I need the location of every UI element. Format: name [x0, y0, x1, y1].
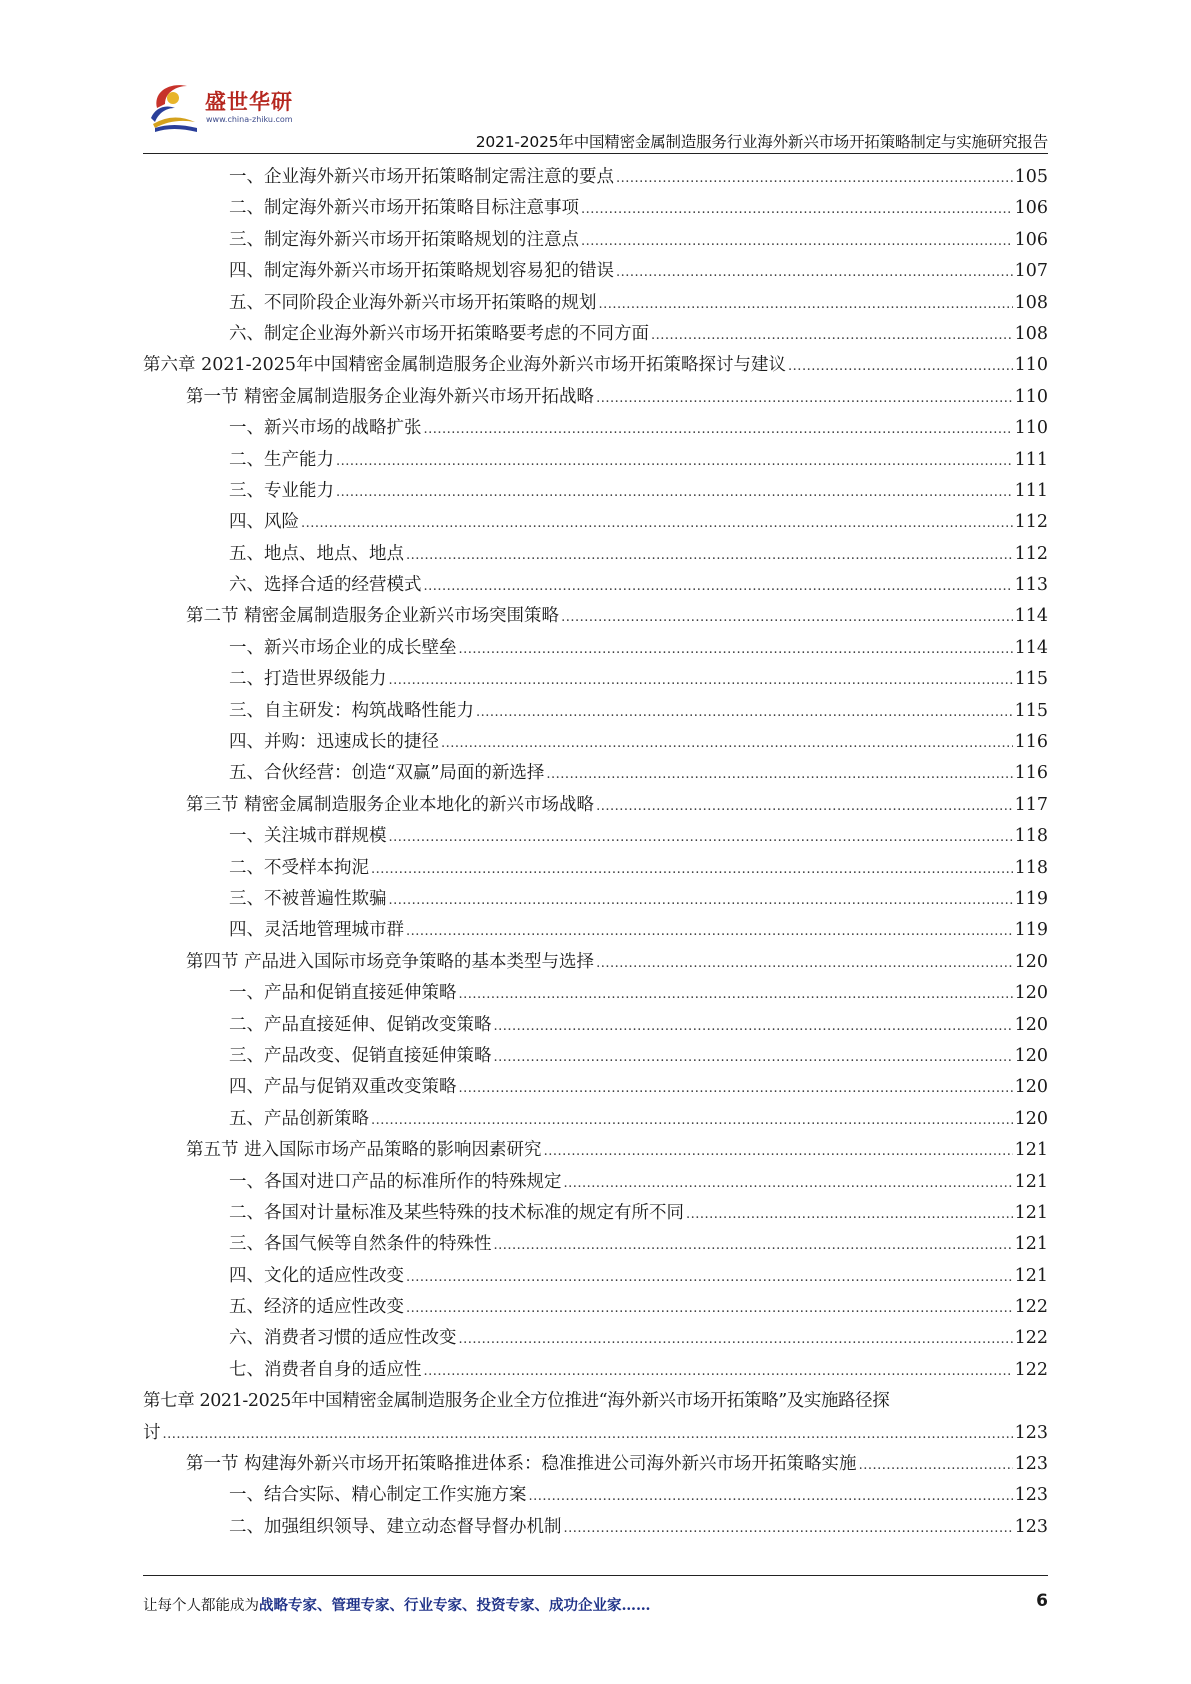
toc-entry-page: 111 [1014, 449, 1048, 470]
toc-entry[interactable] [143, 696, 1048, 727]
footer-slogan [143, 1594, 651, 1615]
toc-entry-page: 116 [1014, 732, 1048, 753]
toc-entry[interactable] [143, 1229, 1048, 1260]
toc-entry[interactable] [143, 915, 1048, 946]
toc-entry[interactable] [143, 445, 1048, 476]
toc-entry-title: 二、不受样本拘泥 [229, 857, 369, 878]
toc-entry[interactable] [143, 193, 1048, 224]
toc-leader-dots [494, 1011, 1013, 1042]
toc-entry-page: 116 [1014, 763, 1048, 784]
footer-divider [143, 1575, 1048, 1576]
toc-leader-dots [494, 1042, 1013, 1073]
toc-entry[interactable] [143, 1512, 1048, 1543]
toc-entry-page: 120 [1014, 1045, 1048, 1066]
header-divider [143, 153, 1048, 154]
toc-entry[interactable] [143, 162, 1048, 193]
toc-entry-page: 117 [1014, 794, 1048, 815]
toc-entry[interactable] [143, 947, 1048, 978]
footer-slogan-prefix: 让每个人都能成为 [143, 1598, 259, 1614]
toc-entry-page: 123 [1014, 1454, 1048, 1475]
toc-leader-dots [788, 351, 1013, 382]
toc-entry[interactable] [143, 1135, 1048, 1166]
toc-leader-dots [686, 1199, 1013, 1230]
toc-entry[interactable] [143, 288, 1048, 319]
toc-leader-dots [564, 1513, 1013, 1544]
toc-entry[interactable] [143, 601, 1048, 632]
toc-entry-chapter7-line1[interactable] [143, 1386, 1048, 1417]
toc-entry-page: 110 [1014, 355, 1048, 376]
toc-entry-page: 122 [1014, 1359, 1048, 1380]
toc-leader-dots [581, 194, 1013, 225]
toc-leader-dots [406, 1293, 1013, 1324]
toc-entry-page: 114 [1014, 637, 1048, 658]
toc-entry-page: 110 [1014, 418, 1048, 439]
toc-entry-title: 四、制定海外新兴市场开拓策略规划容易犯的错误 [229, 261, 614, 282]
toc-entry-title: 二、打造世界级能力 [229, 669, 387, 690]
toc-entry-title: 三、各国气候等自然条件的特殊性 [229, 1234, 492, 1255]
toc-entry[interactable] [143, 978, 1048, 1009]
toc-entry-title: 五、产品创新策略 [229, 1108, 369, 1129]
toc-entry[interactable] [143, 570, 1048, 601]
toc-entry[interactable] [143, 853, 1048, 884]
toc-entry[interactable] [143, 1041, 1048, 1072]
toc-entry[interactable] [143, 821, 1048, 852]
toc-leader-dots [616, 257, 1013, 288]
toc-entry-title: 第五节 进入国际市场产品策略的影响因素研究 [186, 1140, 542, 1161]
toc-entry-title: 一、结合实际、精心制定工作实施方案 [229, 1485, 527, 1506]
toc-entry-title: 三、专业能力 [229, 480, 334, 501]
toc-leader-dots [616, 163, 1013, 194]
toc-entry-title: 四、风险 [229, 512, 299, 533]
toc-entry-page: 121 [1014, 1171, 1048, 1192]
toc-entry[interactable] [143, 664, 1048, 695]
toc-entry[interactable] [143, 382, 1048, 413]
toc-entry-title: 二、制定海外新兴市场开拓策略目标注意事项 [229, 198, 579, 219]
toc-entry-page: 123 [1014, 1422, 1048, 1443]
toc-leader-dots [529, 1481, 1013, 1512]
toc-entry-page: 106 [1014, 229, 1048, 250]
toc-leader-dots [441, 728, 1013, 759]
toc-leader-dots [389, 822, 1013, 853]
toc-entry[interactable] [143, 1104, 1048, 1135]
toc-leader-dots [424, 414, 1013, 445]
toc-entry-page: 105 [1014, 167, 1048, 187]
toc-leader-dots [406, 1262, 1013, 1293]
toc-entry-page: 120 [1014, 1077, 1048, 1098]
toc-entry[interactable] [143, 758, 1048, 789]
toc-entry-page: 120 [1014, 1014, 1048, 1035]
toc-leader-dots [163, 1419, 1013, 1450]
toc-leader-dots [561, 602, 1013, 633]
toc-entry-title: 三、制定海外新兴市场开拓策略规划的注意点 [229, 229, 579, 250]
toc-entry-page: 118 [1014, 857, 1048, 878]
toc-entry-title: 第二节 精密金属制造服务企业新兴市场突围策略 [186, 606, 560, 627]
toc-entry[interactable] [143, 633, 1048, 664]
toc-entry-title: 二、生产能力 [229, 449, 334, 470]
toc-entry-title: 五、经济的适应性改变 [229, 1297, 404, 1318]
toc-entry-title: 第七章 2021-2025年中国精密金属制造服务企业全方位推进“海外新兴市场开拓策略”及实施路径探 [143, 1391, 890, 1412]
toc-entry-title: 四、灵活地管理城市群 [229, 920, 404, 941]
toc-entry-title: 三、产品改变、促销直接延伸策略 [229, 1045, 492, 1066]
toc-entry-title: 第四节 产品进入国际市场竞争策略的基本类型与选择 [186, 951, 595, 972]
toc-entry-page: 123 [1014, 1485, 1048, 1506]
toc-entry-title: 二、产品直接延伸、促销改变策略 [229, 1014, 492, 1035]
toc-leader-dots [859, 1450, 1013, 1481]
toc-entry-page: 106 [1014, 198, 1048, 219]
toc-leader-dots [459, 1324, 1013, 1355]
toc-leader-dots [459, 979, 1013, 1010]
toc-entry-title: 六、选择合适的经营模式 [229, 575, 422, 596]
toc-entry-title: 七、消费者自身的适应性 [229, 1359, 422, 1380]
brand-name: 盛世华研 [205, 90, 293, 114]
toc-entry-page: 119 [1014, 920, 1048, 941]
toc-entry-page: 121 [1014, 1202, 1048, 1223]
toc-leader-dots [459, 634, 1013, 665]
toc-entry-page: 115 [1014, 669, 1048, 690]
toc-entry[interactable] [143, 350, 1048, 381]
toc-entry-page: 118 [1014, 826, 1048, 847]
toc-leader-dots [494, 1230, 1013, 1261]
toc-entry-title: 二、加强组织领导、建立动态督导督办机制 [229, 1516, 562, 1537]
toc-entry[interactable] [143, 790, 1048, 821]
toc-leader-dots [596, 791, 1013, 822]
toc-leader-dots [596, 948, 1013, 979]
page-footer [143, 1575, 1048, 1614]
toc-leader-dots [599, 289, 1013, 320]
toc-leader-dots [564, 1168, 1013, 1199]
toc-entry[interactable] [143, 1355, 1048, 1386]
toc-entry-title: 四、文化的适应性改变 [229, 1265, 404, 1286]
toc-entry[interactable] [143, 1167, 1048, 1198]
toc-leader-dots [406, 916, 1013, 947]
toc-entry-chapter7-line2[interactable] [143, 1418, 1048, 1449]
toc-entry-page: 120 [1014, 1108, 1048, 1129]
toc-leader-dots [424, 1356, 1013, 1387]
toc-entry-title: 讨 [143, 1422, 161, 1443]
toc-entry[interactable] [143, 1292, 1048, 1323]
brand-url: www.china-zhiku.com [206, 115, 293, 124]
toc-entry[interactable] [143, 413, 1048, 444]
toc-entry-page: 121 [1014, 1265, 1048, 1286]
toc-entry-page: 119 [1014, 888, 1048, 909]
toc-entry[interactable] [143, 256, 1048, 287]
toc-entry-title: 三、不被普遍性欺骗 [229, 888, 387, 909]
toc-entry[interactable] [143, 1010, 1048, 1041]
toc-entry-page: 108 [1014, 292, 1048, 313]
toc-entry[interactable] [143, 1449, 1048, 1480]
toc-leader-dots [406, 540, 1013, 571]
toc-leader-dots [389, 885, 1013, 916]
toc-entry-title: 二、各国对计量标准及某些特殊的技术标准的规定有所不同 [229, 1202, 684, 1223]
toc-entry-page: 122 [1014, 1297, 1048, 1318]
toc-entry[interactable] [143, 476, 1048, 507]
toc-entry[interactable] [143, 1261, 1048, 1292]
toc-entry-page: 115 [1014, 700, 1048, 721]
toc-entry-title: 一、新兴市场的战略扩张 [229, 418, 422, 439]
footer-slogan-highlight: 战略专家、管理专家、行业专家、投资专家、成功企业家…… [259, 1597, 651, 1614]
toc-entry-title: 五、不同阶段企业海外新兴市场开拓策略的规划 [229, 292, 597, 313]
toc-entry-page: 120 [1014, 983, 1048, 1004]
toc-entry[interactable] [143, 884, 1048, 915]
toc-entry-title: 六、制定企业海外新兴市场开拓策略要考虑的不同方面 [229, 323, 649, 344]
toc-entry-page: 112 [1014, 512, 1048, 533]
toc-leader-dots [371, 1105, 1013, 1136]
toc-leader-dots [389, 665, 1013, 696]
toc-entry-title: 一、关注城市群规模 [229, 826, 387, 847]
toc-leader-dots [476, 697, 1013, 728]
toc-leader-dots [336, 477, 1013, 508]
toc-entry-title: 四、并购：迅速成长的捷径 [229, 732, 439, 753]
toc-entry[interactable] [143, 1480, 1048, 1511]
toc-entry[interactable] [143, 507, 1048, 538]
toc-entry-page: 108 [1014, 323, 1048, 344]
table-of-contents [143, 162, 1048, 1543]
toc-leader-dots [301, 508, 1013, 539]
toc-leader-dots [581, 226, 1013, 257]
toc-entry-title: 一、企业海外新兴市场开拓策略制定需注意的要点 [229, 167, 614, 187]
toc-entry-title: 四、产品与促销双重改变策略 [229, 1077, 457, 1098]
toc-entry-page: 123 [1014, 1516, 1048, 1537]
toc-entry-title: 一、产品和促销直接延伸策略 [229, 983, 457, 1004]
toc-leader-dots [651, 320, 1013, 351]
logo-mark-icon [143, 78, 207, 138]
toc-entry-title: 第三节 精密金属制造服务企业本地化的新兴市场战略 [186, 794, 595, 815]
toc-entry-title: 六、消费者习惯的适应性改变 [229, 1328, 457, 1349]
toc-entry-title: 第六章 2021-2025年中国精密金属制造服务企业海外新兴市场开拓策略探讨与建议 [143, 355, 787, 376]
toc-entry[interactable] [143, 1072, 1048, 1103]
page-header [143, 78, 1048, 150]
toc-entry-page: 121 [1014, 1234, 1048, 1255]
toc-entry-title: 一、新兴市场企业的成长壁垒 [229, 637, 457, 658]
toc-entry[interactable] [143, 1323, 1048, 1354]
toc-entry-page: 107 [1014, 261, 1048, 282]
toc-entry-title: 五、地点、地点、地点 [229, 543, 404, 564]
toc-entry-page: 111 [1014, 480, 1048, 501]
toc-entry[interactable] [143, 1198, 1048, 1229]
toc-leader-dots [424, 571, 1013, 602]
toc-leader-dots [371, 854, 1013, 885]
toc-entry-page: 122 [1014, 1328, 1048, 1349]
toc-entry-page: 112 [1014, 543, 1048, 564]
toc-leader-dots [596, 383, 1013, 414]
toc-entry-title: 一、各国对进口产品的标准所作的特殊规定 [229, 1171, 562, 1192]
report-title: 2021-2025年中国精密金属制造服务行业海外新兴市场开拓策略制定与实施研究报告 [475, 133, 1048, 151]
toc-entry-title: 第一节 精密金属制造服务企业海外新兴市场开拓战略 [186, 386, 595, 407]
toc-entry[interactable] [143, 727, 1048, 758]
toc-leader-dots [544, 1136, 1013, 1167]
toc-entry-page: 114 [1014, 606, 1048, 627]
toc-leader-dots [546, 759, 1012, 790]
toc-leader-dots [459, 1073, 1013, 1104]
toc-entry-page: 110 [1014, 386, 1048, 407]
toc-entry-page: 120 [1014, 951, 1048, 972]
toc-entry-page: 121 [1014, 1140, 1048, 1161]
toc-entry[interactable] [143, 539, 1048, 570]
toc-entry-title: 五、合伙经营：创造“双赢”局面的新选择 [229, 763, 545, 784]
toc-entry-page: 113 [1014, 575, 1048, 596]
toc-leader-dots [336, 446, 1013, 477]
toc-entry-title: 三、自主研发：构筑战略性能力 [229, 700, 474, 721]
page-number: 6 [1036, 1591, 1048, 1611]
toc-entry[interactable] [143, 225, 1048, 256]
brand-logo [143, 78, 323, 144]
toc-entry[interactable] [143, 319, 1048, 350]
toc-entry-title: 第一节 构建海外新兴市场开拓策略推进体系：稳准推进公司海外新兴市场开拓策略实施 [186, 1454, 857, 1475]
